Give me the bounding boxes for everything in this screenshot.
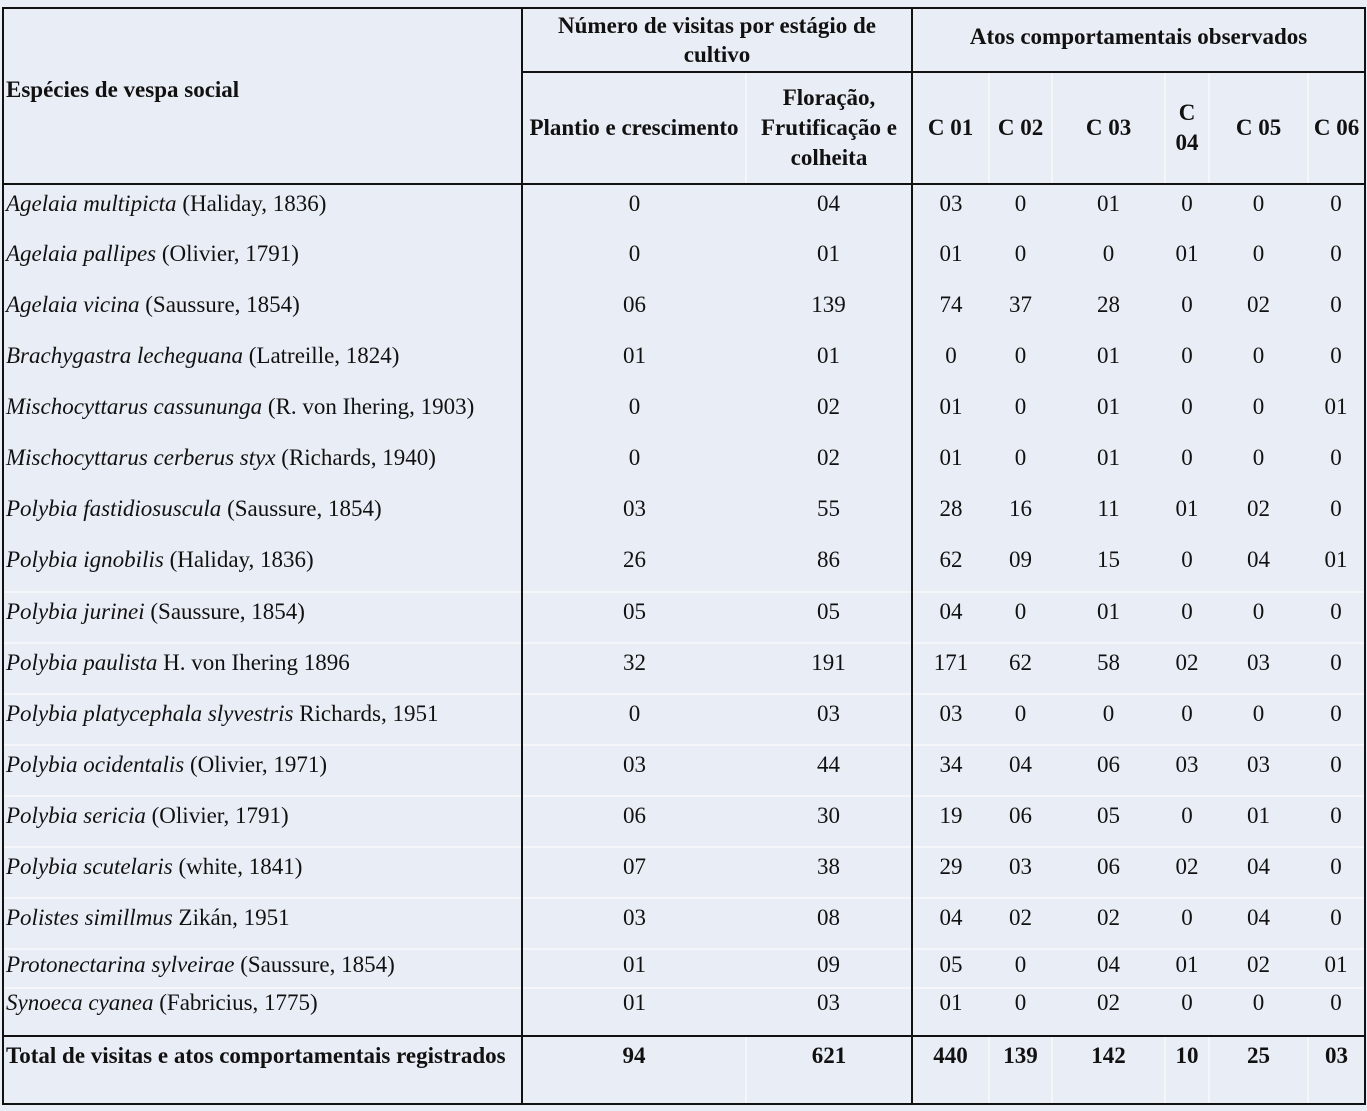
cell-c02: 0	[1014, 191, 1027, 216]
header-c06: C 06	[1308, 72, 1365, 184]
total-stage-flowering: 621	[746, 1036, 912, 1104]
species-genus: Polybia fastidiosuscula	[6, 496, 222, 521]
species-genus: Agelaia vicina	[6, 292, 140, 317]
cell-c02: 16	[1009, 496, 1033, 521]
cell-c05: 04	[1209, 847, 1308, 898]
cell-c06: 0	[1308, 988, 1365, 1036]
cell-c01: 74	[939, 292, 963, 317]
cell-stage-flowering: 01	[746, 337, 912, 388]
cell-stage-flowering: 86	[746, 541, 912, 592]
header-c02: C 02	[989, 72, 1052, 184]
cell-stage-flowering: 02	[746, 439, 912, 490]
species-name	[3, 745, 522, 796]
cell-stage-flowering: 05	[746, 592, 912, 643]
wasp-visits-table	[2, 7, 1366, 1105]
cell-c01: 01	[939, 394, 963, 419]
species-author: (Saussure, 1854)	[139, 292, 300, 317]
header-species: Espécies de vespa social	[3, 8, 522, 184]
species-author: (Olivier, 1791)	[156, 241, 299, 266]
cell-c04: 01	[1175, 241, 1199, 266]
cell-c03: 04	[1052, 949, 1165, 988]
table-row	[3, 796, 1365, 847]
cell-c05: 04	[1247, 547, 1271, 572]
cell-stage-flowering: 04	[746, 184, 912, 235]
cell-stage-flowering: 02	[746, 388, 912, 439]
cell-stage-flowering: 191	[746, 643, 912, 694]
cell-stage-planting: 0	[628, 394, 641, 419]
cell-c02: 09	[1009, 547, 1033, 572]
cell-c04: 0	[1165, 898, 1209, 949]
species-author: (Richards, 1940)	[275, 445, 436, 470]
cell-c02: 04	[989, 745, 1052, 796]
species-name	[3, 949, 522, 988]
cell-c04: 0	[1181, 292, 1193, 317]
species-genus: Brachygastra lecheguana	[6, 343, 243, 368]
cell-c02: 0	[1014, 394, 1027, 419]
species-genus: Polybia scutelaris	[6, 854, 173, 879]
cell-c03: 01	[1097, 394, 1121, 419]
cell-c02: 06	[989, 796, 1052, 847]
cell-c02: 0	[989, 694, 1052, 745]
total-c06: 03	[1308, 1036, 1365, 1104]
species-name	[3, 898, 522, 949]
species-author: Richards, 1951	[293, 701, 439, 726]
cell-c04: 01	[1165, 949, 1209, 988]
cell-c01: 34	[912, 745, 989, 796]
table-row	[3, 988, 1365, 1036]
species-name	[3, 235, 522, 286]
cell-stage-flowering: 08	[746, 898, 912, 949]
cell-c01: 01	[912, 988, 989, 1036]
species-author: Zikán, 1951	[172, 905, 290, 930]
cell-c02: 02	[989, 898, 1052, 949]
cell-stage-planting: 0	[522, 694, 746, 745]
cell-c04: 02	[1165, 643, 1209, 694]
table-row	[3, 541, 1365, 592]
cell-c03: 01	[1097, 191, 1121, 216]
cell-c01: 01	[939, 241, 963, 266]
cell-stage-flowering: 139	[746, 286, 912, 337]
header-c05: C 05	[1209, 72, 1308, 184]
cell-c06: 0	[1308, 796, 1365, 847]
species-genus: Protonectarina sylveirae	[6, 952, 235, 977]
cell-c06: 0	[1308, 898, 1365, 949]
species-author: (Latreille, 1824)	[242, 343, 400, 368]
cell-stage-planting: 05	[522, 592, 746, 643]
cell-c05: 0	[1252, 191, 1265, 216]
table-row	[3, 286, 1365, 337]
species-author: (white, 1841)	[172, 854, 303, 879]
species-genus: Polybia paulista	[6, 650, 158, 675]
species-name	[3, 286, 522, 337]
cell-stage-planting: 32	[522, 643, 746, 694]
cell-c04: 0	[1165, 796, 1209, 847]
cell-c02: 62	[989, 643, 1052, 694]
cell-c04: 0	[1181, 343, 1193, 368]
table-row	[3, 949, 1365, 988]
header-c03: C 03	[1052, 72, 1165, 184]
cell-c05: 0	[1252, 394, 1265, 419]
species-name	[3, 643, 522, 694]
table-row	[3, 490, 1365, 541]
cell-stage-planting: 07	[522, 847, 746, 898]
cell-c01: 19	[912, 796, 989, 847]
cell-stage-planting: 06	[623, 292, 646, 317]
cell-c05: 0	[1252, 445, 1265, 470]
cell-c04: 0	[1181, 547, 1193, 572]
species-genus: Polybia jurinei	[6, 599, 145, 624]
header-stage-planting: Plantio e crescimento	[522, 72, 746, 184]
table-row	[3, 592, 1365, 643]
total-c04: 10	[1165, 1036, 1209, 1104]
cell-stage-planting: 03	[522, 898, 746, 949]
species-name	[3, 694, 522, 745]
header-behavior-group: Atos comportamentais observados	[912, 8, 1365, 72]
cell-c06: 0	[1308, 847, 1365, 898]
cell-c06: 0	[1308, 745, 1365, 796]
species-name	[3, 541, 522, 592]
cell-stage-planting: 26	[623, 547, 646, 572]
cell-c01: 03	[939, 191, 963, 216]
cell-c04: 0	[1165, 592, 1209, 643]
cell-c01: 29	[912, 847, 989, 898]
species-genus: Agelaia pallipes	[6, 241, 157, 266]
cell-stage-planting: 06	[522, 796, 746, 847]
cell-c03: 28	[1097, 292, 1121, 317]
cell-c03: 02	[1052, 988, 1165, 1036]
cell-stage-planting: 01	[522, 949, 746, 988]
species-genus: Agelaia multipicta	[6, 191, 177, 216]
cell-c04: 0	[1165, 694, 1209, 745]
species-genus: Polybia sericia	[6, 803, 146, 828]
cell-c05: 0	[1209, 592, 1308, 643]
species-author: (R. von Ihering, 1903)	[262, 394, 475, 419]
cell-c02: 0	[1014, 343, 1027, 368]
species-name	[3, 439, 522, 490]
cell-c06: 01	[1308, 949, 1365, 988]
cell-c04: 0	[1181, 191, 1193, 216]
cell-c02: 03	[989, 847, 1052, 898]
cell-c06: 0	[1308, 286, 1365, 337]
cell-stage-planting: 0	[628, 445, 641, 470]
table-row	[3, 898, 1365, 949]
cell-c02: 0	[989, 988, 1052, 1036]
species-genus: Mischocyttarus cerberus styx	[6, 445, 276, 470]
cell-c05: 04	[1209, 898, 1308, 949]
table-row	[3, 745, 1365, 796]
species-name	[3, 337, 522, 388]
cell-c03: 06	[1052, 847, 1165, 898]
species-name	[3, 847, 522, 898]
cell-c03: 15	[1097, 547, 1121, 572]
cell-c01: 03	[912, 694, 989, 745]
cell-stage-planting: 03	[522, 745, 746, 796]
table-row	[3, 643, 1365, 694]
cell-c01: 0	[945, 343, 957, 368]
cell-c03: 0	[1102, 241, 1115, 266]
header-c04: C 04	[1165, 72, 1209, 184]
cell-c04: 0	[1181, 445, 1193, 470]
species-name	[3, 592, 522, 643]
cell-c06: 0	[1308, 337, 1365, 388]
table-body	[3, 184, 1365, 1036]
species-genus: Polistes simillmus	[6, 905, 173, 930]
cell-c06: 0	[1308, 592, 1365, 643]
cell-c04: 0	[1165, 988, 1209, 1036]
cell-c02: 0	[989, 592, 1052, 643]
table-row	[3, 694, 1365, 745]
species-genus: Polybia ocidentalis	[6, 752, 185, 777]
species-author: (Haliday, 1836)	[176, 191, 327, 216]
cell-stage-flowering: 03	[746, 988, 912, 1036]
total-c03: 142	[1052, 1036, 1165, 1104]
cell-c05: 03	[1209, 643, 1308, 694]
cell-stage-flowering: 03	[746, 694, 912, 745]
table-row	[3, 388, 1365, 439]
cell-c04: 0	[1181, 394, 1193, 419]
species-genus: Mischocyttarus cassununga	[6, 394, 263, 419]
cell-c04: 03	[1165, 745, 1209, 796]
species-author: (Haliday, 1836)	[163, 547, 314, 572]
species-genus: Polybia ignobilis	[6, 547, 164, 572]
total-c05: 25	[1209, 1036, 1308, 1104]
cell-stage-flowering: 30	[746, 796, 912, 847]
total-c01: 440	[912, 1036, 989, 1104]
cell-c01: 28	[939, 496, 963, 521]
species-name	[3, 490, 522, 541]
cell-c03: 01	[1097, 445, 1121, 470]
species-author: (Fabricius, 1775)	[153, 990, 318, 1015]
cell-stage-planting: 0	[628, 241, 641, 266]
table-row	[3, 184, 1365, 235]
header-stage-flowering: Floração, Frutificação e colheita	[746, 72, 912, 184]
species-author: (Olivier, 1971)	[184, 752, 328, 777]
cell-c03: 05	[1052, 796, 1165, 847]
cell-c05: 0	[1252, 241, 1265, 266]
header-visits-group: Número de visitas por estágio de cultivo	[522, 8, 912, 72]
cell-c02: 0	[1014, 241, 1027, 266]
cell-c03: 58	[1052, 643, 1165, 694]
cell-stage-flowering: 38	[746, 847, 912, 898]
cell-c03: 02	[1052, 898, 1165, 949]
cell-stage-flowering: 09	[746, 949, 912, 988]
cell-stage-planting: 0	[628, 191, 641, 216]
header-c01: C 01	[912, 72, 989, 184]
cell-c01: 01	[939, 445, 963, 470]
species-genus: Synoeca cyanea	[6, 990, 154, 1015]
species-author: (Saussure, 1854)	[144, 599, 305, 624]
table-row	[3, 439, 1365, 490]
species-name	[3, 184, 522, 235]
cell-stage-planting: 01	[623, 343, 646, 368]
cell-c06: 01	[1308, 388, 1365, 439]
cell-c03: 11	[1097, 496, 1120, 521]
cell-c04: 02	[1165, 847, 1209, 898]
cell-c05: 03	[1209, 745, 1308, 796]
cell-c05: 0	[1209, 694, 1308, 745]
cell-c05: 0	[1209, 988, 1308, 1036]
species-author: (Saussure, 1854)	[234, 952, 395, 977]
cell-c02: 37	[1009, 292, 1033, 317]
cell-c03: 06	[1052, 745, 1165, 796]
total-stage-planting: 94	[522, 1036, 746, 1104]
cell-c06: 0	[1308, 235, 1365, 286]
species-name	[3, 988, 522, 1036]
cell-c06: 0	[1308, 184, 1365, 235]
cell-c06: 0	[1308, 694, 1365, 745]
cell-c05: 01	[1209, 796, 1308, 847]
species-author: (Saussure, 1854)	[221, 496, 382, 521]
species-name	[3, 388, 522, 439]
species-genus: Polybia platycephala slyvestris	[6, 701, 294, 726]
cell-c02: 0	[989, 949, 1052, 988]
cell-stage-flowering: 55	[746, 490, 912, 541]
cell-c01: 04	[912, 592, 989, 643]
table-row	[3, 235, 1365, 286]
species-author: H. von Ihering 1896	[157, 650, 350, 675]
species-name	[3, 796, 522, 847]
cell-c03: 01	[1052, 592, 1165, 643]
cell-c06: 0	[1308, 490, 1365, 541]
cell-c05: 02	[1247, 496, 1271, 521]
cell-c05: 0	[1252, 343, 1265, 368]
total-c02: 139	[989, 1036, 1052, 1104]
total-label: Total de visitas e atos comportamentais registrados	[3, 1036, 522, 1104]
cell-c01: 171	[912, 643, 989, 694]
cell-c06: 0	[1308, 643, 1365, 694]
cell-c05: 02	[1209, 949, 1308, 988]
cell-stage-flowering: 44	[746, 745, 912, 796]
cell-stage-planting: 01	[522, 988, 746, 1036]
cell-stage-flowering: 01	[746, 235, 912, 286]
cell-c03: 0	[1052, 694, 1165, 745]
cell-c01: 05	[912, 949, 989, 988]
cell-stage-planting: 03	[623, 496, 646, 521]
table-row	[3, 847, 1365, 898]
cell-c05: 02	[1247, 292, 1271, 317]
cell-c06: 0	[1308, 439, 1365, 490]
species-author: (Olivier, 1791)	[145, 803, 289, 828]
cell-c01: 04	[912, 898, 989, 949]
cell-c02: 0	[1014, 445, 1027, 470]
cell-c06: 01	[1308, 541, 1365, 592]
table-row	[3, 337, 1365, 388]
cell-c03: 01	[1097, 343, 1121, 368]
cell-c01: 62	[939, 547, 963, 572]
cell-c04: 01	[1175, 496, 1199, 521]
